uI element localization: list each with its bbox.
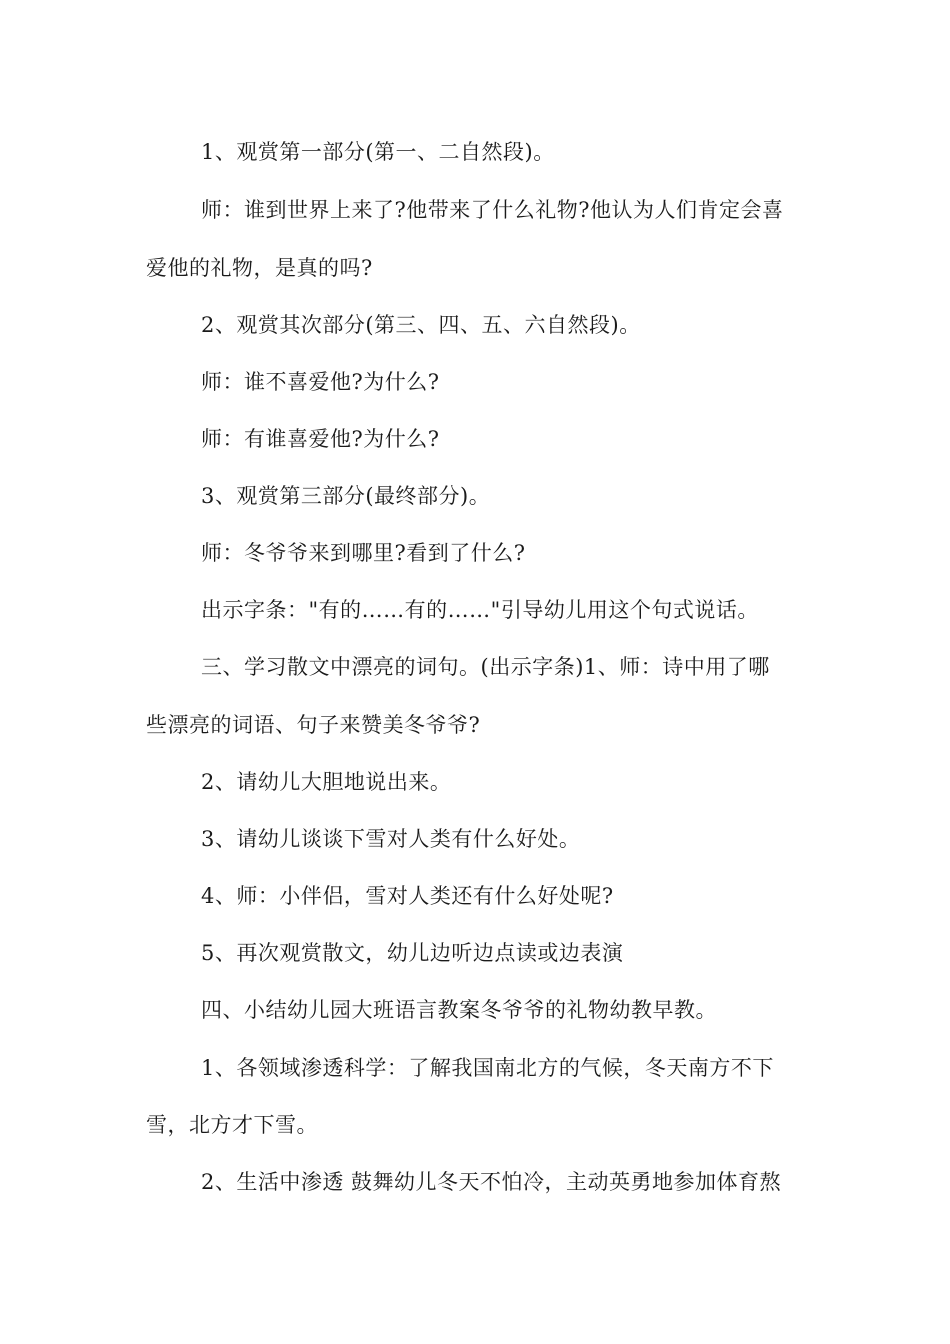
text-line: 3、观赏第三部分(最终部分)。	[201, 484, 491, 508]
text-line: 雪，北方才下雪。	[146, 1113, 318, 1137]
text-line: 师：谁不喜爱他?为什么?	[201, 370, 440, 394]
text-line: 2、观赏其次部分(第三、四、五、六自然段)。	[201, 313, 641, 337]
text-line: 爱他的礼物，是真的吗?	[146, 256, 373, 280]
text-line: 师：有谁喜爱他?为什么?	[201, 427, 440, 451]
text-line: 些漂亮的词语、句子来赞美冬爷爷?	[146, 713, 481, 737]
text-line: 5、再次观赏散文，幼儿边听边点读或边表演	[201, 941, 624, 965]
text-line: 四、小结幼儿园大班语言教案冬爷爷的礼物幼教早教。	[201, 998, 717, 1022]
text-line: 出示字条："有的……有的……"引导幼儿用这个句式说话。	[201, 598, 759, 622]
text-line: 师：谁到世界上来了?他带来了什么礼物?他认为人们肯定会喜	[201, 198, 784, 222]
text-line: 师：冬爷爷来到哪里?看到了什么?	[201, 541, 526, 565]
text-line: 2、请幼儿大胆地说出来。	[201, 770, 452, 794]
text-line: 3、请幼儿谈谈下雪对人类有什么好处。	[201, 827, 581, 851]
text-line: 1、各领域渗透科学：了解我国南北方的气候，冬天南方不下	[201, 1056, 774, 1080]
text-line: 4、师：小伴侣，雪对人类还有什么好处呢?	[201, 884, 614, 908]
text-line: 1、观赏第一部分(第一、二自然段)。	[201, 140, 555, 164]
text-line: 2、生活中渗透 鼓舞幼儿冬天不怕冷，主动英勇地参加体育熬	[201, 1170, 782, 1194]
text-line: 三、学习散文中漂亮的词句。(出示字条)1、师：诗中用了哪	[201, 655, 770, 679]
